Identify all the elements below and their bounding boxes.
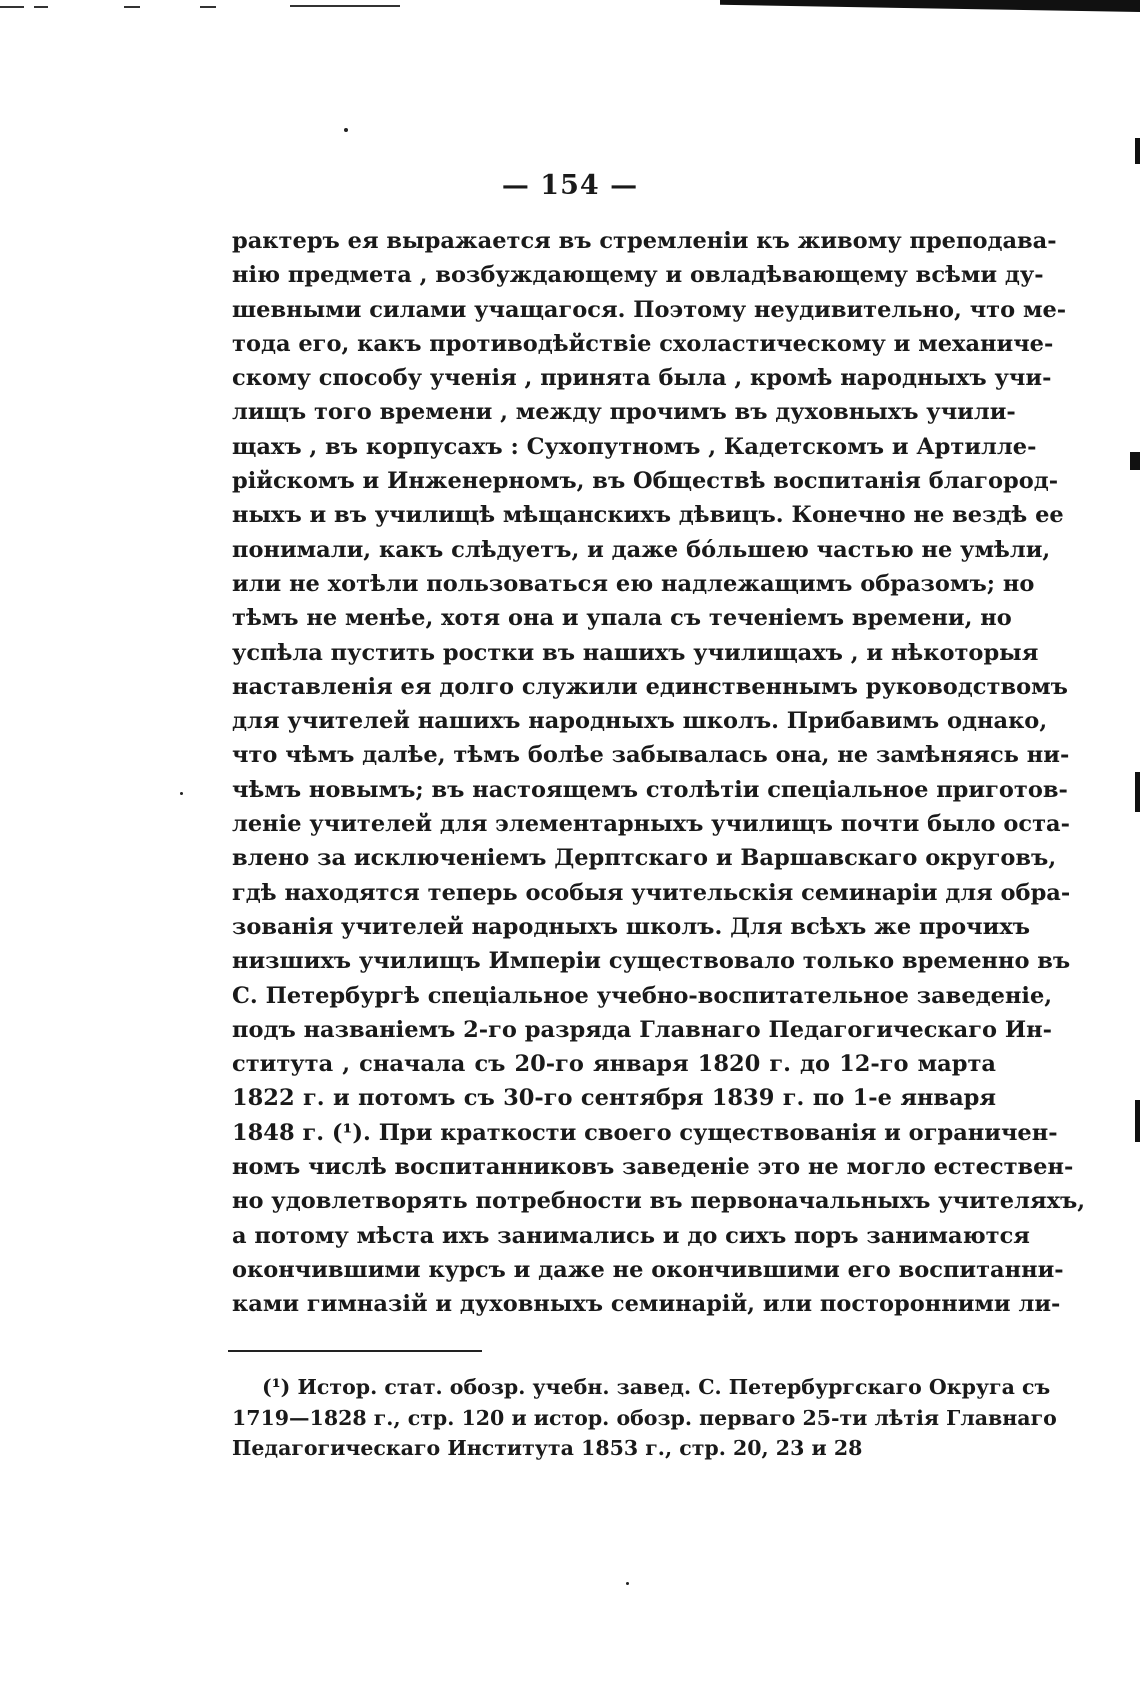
footnote-line: 1719—1828 г., стр. 120 и истор. обозр. перваго 25-ти лѣтiя Главнаго [232, 1405, 1057, 1430]
text-line: лищъ того времени , между прочимъ въ духовныхъ учили- [232, 399, 1016, 426]
text-line: окончившими курсъ и даже не окончившими его воспитанни- [232, 1256, 1064, 1283]
scan-mark [34, 6, 48, 8]
scan-mark [0, 6, 24, 8]
scan-edge-mark [1130, 452, 1140, 470]
text-line: щахъ , въ корпусахъ : Сухопутномъ , Кадетскомъ и Артилле- [232, 433, 1037, 460]
scan-edge-mark [1135, 138, 1140, 164]
text-line: зованiя учителей народныхъ школъ. Для всѣхъ же прочихъ [232, 913, 1031, 940]
text-line: но удовлетворять потребности въ первоначальныхъ учителяхъ, [232, 1188, 1086, 1215]
text-line: ленiе учителей для элементарныхъ училищъ почти было оста- [232, 811, 1070, 838]
scan-speck [344, 128, 348, 132]
text-line: ками гимназiй и духовныхъ семинарiй, или посторонними ли- [232, 1291, 1061, 1318]
scan-mark [290, 5, 400, 7]
text-line: наставленiя ея долго служили единственнымъ руководствомъ [232, 673, 1068, 700]
text-line: подъ названiемъ 2-го разряда Главнаго Педагогическаго Ин- [232, 1016, 1052, 1043]
footnote-divider [228, 1350, 482, 1352]
text-line: чѣмъ новымъ; въ настоящемъ столѣтiи спецiальное приготов- [232, 776, 1068, 803]
text-line: номъ числѣ воспитанниковъ заведенiе это не могло естествен- [232, 1154, 1074, 1181]
text-line: 1848 г. (¹). При краткости своего существованiя и ограничен- [232, 1119, 1058, 1146]
text-line: рактеръ ея выражается въ стремленiи къ живому преподава- [232, 228, 1057, 254]
scan-shadow [720, 0, 1140, 12]
text-line: гдѣ находятся теперь особыя учительскiя семинарiи для обра- [232, 879, 1071, 906]
text-line: для учителей нашихъ народныхъ школъ. Прибавимъ однако, [232, 708, 1048, 735]
text-line: или не хотѣли пользоваться ею надлежащимъ образомъ; но [232, 570, 1035, 597]
scan-mark [200, 6, 216, 8]
scan-mark [124, 6, 140, 8]
text-line: что чѣмъ далѣе, тѣмъ болѣе забывалась она, не замѣняясь ни- [232, 742, 1070, 769]
scan-speck [626, 1582, 629, 1585]
text-line: ститута , сначала съ 20-го января 1820 г. до 12-го марта [232, 1051, 996, 1078]
text-line: понимали, какъ слѣдуетъ, и даже бóльшею частью не умѣли, [232, 536, 1051, 563]
body-text [232, 224, 1086, 1322]
footnote-line: Педагогическаго Института 1853 г., стр. 20, 23 и 28 [232, 1436, 863, 1460]
text-line: скому способу ученiя , принята была , кромѣ народныхъ учи- [232, 365, 1052, 392]
footnote-line: (¹) Истор. стат. обозр. учебн. завед. С. Петербургскаго Округа съ [262, 1375, 1051, 1399]
scan-edge-mark [1135, 772, 1140, 812]
text-line: низшихъ училищъ Имперiи существовало только временно въ [232, 948, 1071, 975]
scan-edge-mark [1135, 1100, 1140, 1142]
footnote [232, 1372, 1057, 1464]
page-number: — 154 — [501, 170, 639, 201]
text-line: С. Петербургѣ спецiальное учебно-воспитательное заведенiе, [232, 982, 1053, 1009]
text-line: 1822 г. и потомъ съ 30-го сентября 1839 г. по 1-е января [232, 1085, 996, 1112]
text-line: нiю предмета , возбуждающему и овладѣвающему всѣми ду- [232, 262, 1044, 289]
text-line: влено за исключенiемъ Дерптскаго и Варшавскаго округовъ, [232, 845, 1057, 872]
text-line: ныхъ и въ училищѣ мѣщанскихъ дѣвицъ. Конечно не вездѣ ее [232, 502, 1064, 529]
text-line: успѣла пустить ростки въ нашихъ училищахъ , и нѣкоторыя [232, 639, 1039, 666]
scan-top-edge [0, 0, 1140, 14]
scan-speck [180, 792, 183, 795]
text-line: шевными силами учащагося. Поэтому неудивительно, что ме- [232, 296, 1067, 323]
text-line: тода его, какъ противодѣйствiе схоластическому и механиче- [232, 330, 1054, 357]
text-line: рiйскомъ и Инженерномъ, въ Обществѣ воспитанiя благород- [232, 468, 1059, 495]
text-line: тѣмъ не менѣе, хотя она и упала съ теченiемъ времени, но [232, 605, 1012, 632]
text-line: а потому мѣста ихъ занимались и до сихъ поръ занимаются [232, 1222, 1030, 1249]
